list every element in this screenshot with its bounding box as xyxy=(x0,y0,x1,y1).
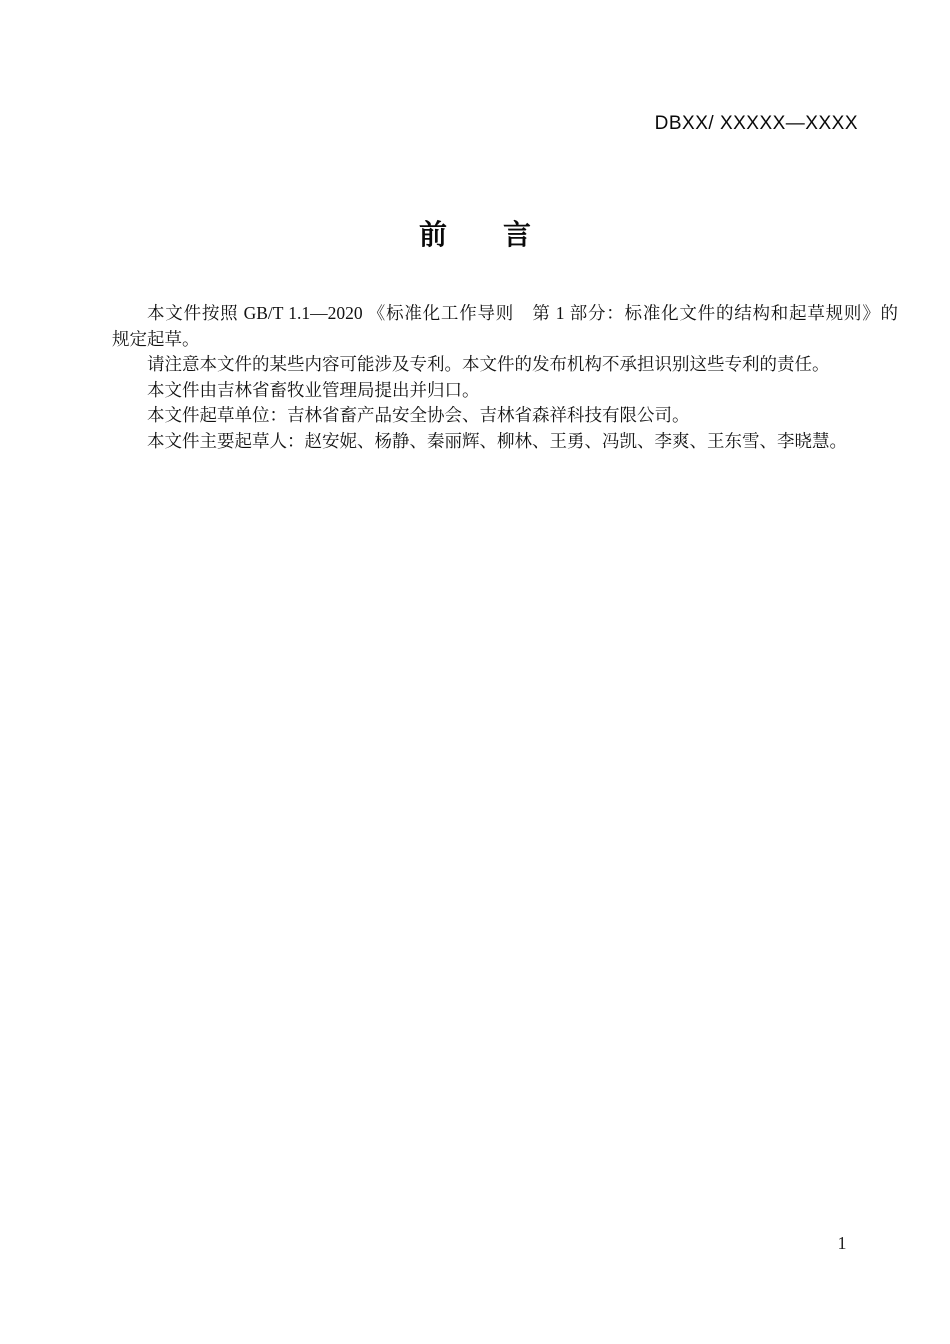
page-number: 1 xyxy=(837,1233,847,1253)
paragraph-line: 本文件起草单位：吉林省畜产品安全协会、吉林省森祥科技有限公司。 xyxy=(147,405,690,425)
paragraph-line: 本文件主要起草人：赵安妮、杨静、秦丽辉、柳林、王勇、冯凯、李爽、王东雪、李晓慧。 xyxy=(147,430,847,451)
paragraph-line: 请注意本文件的某些内容可能涉及专利。本文件的发布机构不承担识别这些专利的责任。 xyxy=(147,354,830,374)
paragraph-line: 本文件按照 GB/T 1.1—2020 《标准化工作导则 第 1 部分：标准化文件的结构和起草规则》的 xyxy=(147,303,898,323)
page-title: 前 言 xyxy=(418,219,531,250)
paragraph-line: 规定起草。 xyxy=(112,328,200,349)
paragraph-line: 本文件由吉林省畜牧业管理局提出并归口。 xyxy=(147,379,480,400)
foreword-body xyxy=(112,301,898,454)
standard-code-header: DBXX/ XXXXX—XXXX xyxy=(654,113,858,134)
